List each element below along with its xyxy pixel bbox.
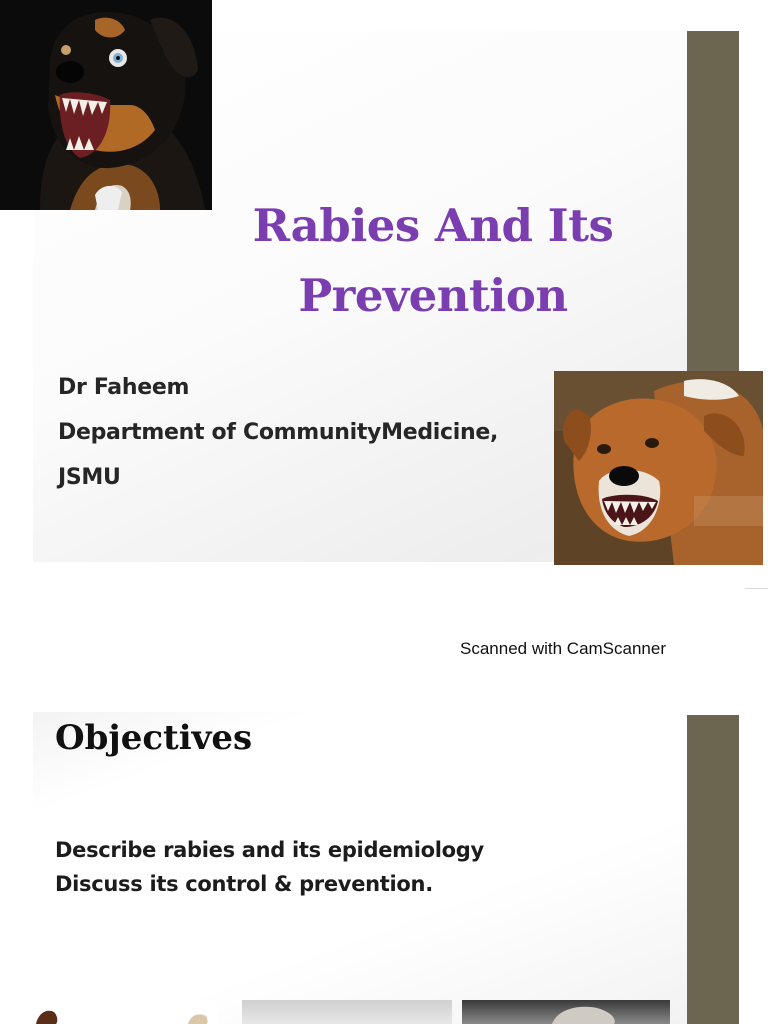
angry-dog-photo xyxy=(0,0,212,210)
accent-bar xyxy=(687,31,739,376)
slide-title xyxy=(223,191,643,331)
objective-item: Discuss its control & prevention. xyxy=(55,872,433,896)
objectives-title: Objectives xyxy=(55,718,253,758)
snarling-dog-photo xyxy=(554,371,763,565)
objectives-list xyxy=(55,833,484,901)
accent-bar xyxy=(687,715,739,1024)
scanner-watermark: Scanned with CamScanner xyxy=(460,639,667,658)
author-block xyxy=(58,365,498,500)
slide-divider-line xyxy=(745,588,768,589)
animal-photo-thumbnail xyxy=(28,1000,218,1024)
objective-item: Describe rabies and its epidemiology xyxy=(55,838,484,862)
author-institution: JSMU xyxy=(58,465,121,490)
photo-thumbnail xyxy=(242,1000,452,1024)
title-line-1: Rabies And Its xyxy=(252,199,614,252)
photo-thumbnail xyxy=(462,1000,670,1024)
title-line-2: Prevention xyxy=(298,269,568,322)
objectives-slide xyxy=(33,712,739,1024)
author-name: Dr Faheem xyxy=(58,375,190,400)
author-department: Department of CommunityMedicine, xyxy=(58,420,499,445)
